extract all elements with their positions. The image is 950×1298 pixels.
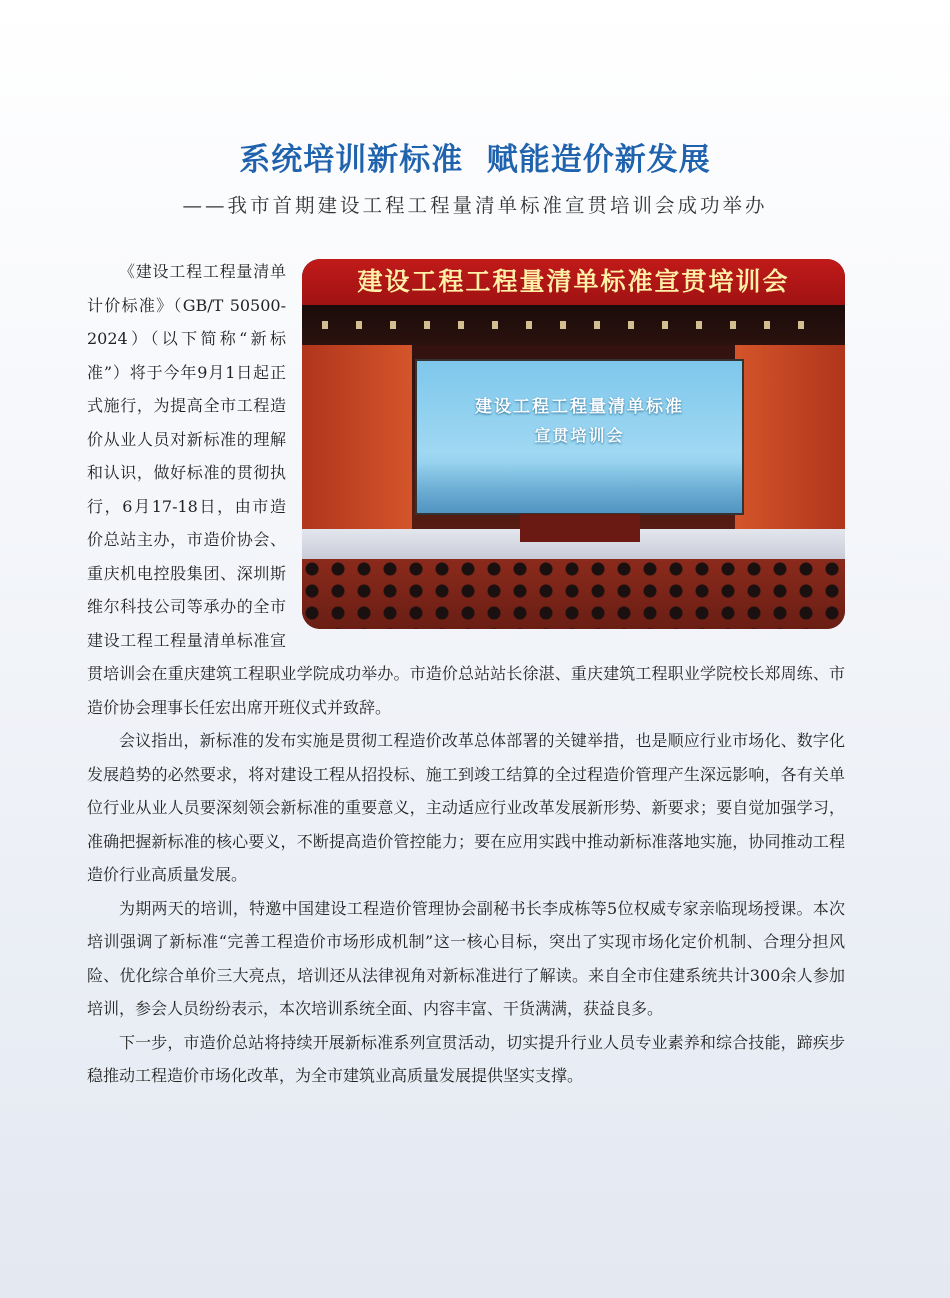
screen-cityscape	[417, 463, 742, 513]
article-body	[87, 255, 845, 1093]
conference-photo	[302, 259, 845, 629]
paragraph-2: 会议指出，新标准的发布实施是贯彻工程造价改革总体部署的关键举措，也是顺应行业市场化、数字化发展趋势的必然要求，将对建设工程从招投标、施工到竣工结算的全过程造价管理产生深远影响，各有关单位行业从业人员要深刻领会新标准的重要意义，主动适应行业改革发展新形势、新要求；要自觉加强学习，准确把握新标准的核心要义，不断提高造价管控能力；要在应用实践中推动新标准落地实施，协同推动工程造价行业高质量发展。	[87, 731, 845, 884]
photo-audience	[302, 559, 845, 629]
screen-title-line1: 建设工程工程量清单标准	[475, 397, 684, 417]
photo-screen	[415, 359, 744, 515]
paragraph-3: 为期两天的培训，特邀中国建设工程造价管理协会副秘书长李成栋等5位权威专家亲临现场授课。本次培训强调了新标准“完善工程造价市场形成机制”这一核心目标，突出了实现市场化定价机制、合理分担风险、优化综合单价三大亮点，培训还从法律视角对新标准进行了解读。来自全市住建系统共计300余人参加培训，参会人员纷纷表示，本次培训系统全面、内容丰富、干货满满，获益良多。	[87, 898, 845, 1018]
photo-wall-right	[735, 345, 845, 545]
article-subtitle: ——我市首期建设工程工程量清单标准宣贯培训会成功举办	[182, 194, 768, 217]
photo-podium-table	[520, 514, 640, 542]
photo-lights	[322, 321, 822, 329]
paragraph-1: 《建设工程工程量清单计价标准》（GB/T 50500-2024）（以下简称“新标准”）将于今年9月1日起正式施行，为提高全市工程造价从业人员对新标准的理解和认识，做好标准的贯彻执行，6月17-18日，由市造价总站主办，市造价协会、重庆机电控股集团、深圳斯维尔科技公司等承办的全市建设工程工程量清单标准宣贯培训会在重庆建筑工程职业学院成功举办。市造价总站站长徐湛、重庆建筑工程职业学院校长郑周练、市造价协会理事长任宏出席开班仪式并致辞。	[87, 262, 845, 717]
photo-wall-left	[302, 345, 412, 545]
screen-title-line2: 宣贯培训会	[534, 426, 625, 445]
paragraph-4: 下一步，市造价总站将持续开展新标准系列宣贯活动，切实提升行业人员专业素养和综合技能，蹄疾步稳推动工程造价市场化改革，为全市建筑业高质量发展提供坚实支撑。	[87, 1032, 845, 1085]
photo-banner: 建设工程工程量清单标准宣贯培训会	[302, 259, 845, 305]
article-title: 系统培训新标准 赋能造价新发展	[239, 142, 711, 178]
